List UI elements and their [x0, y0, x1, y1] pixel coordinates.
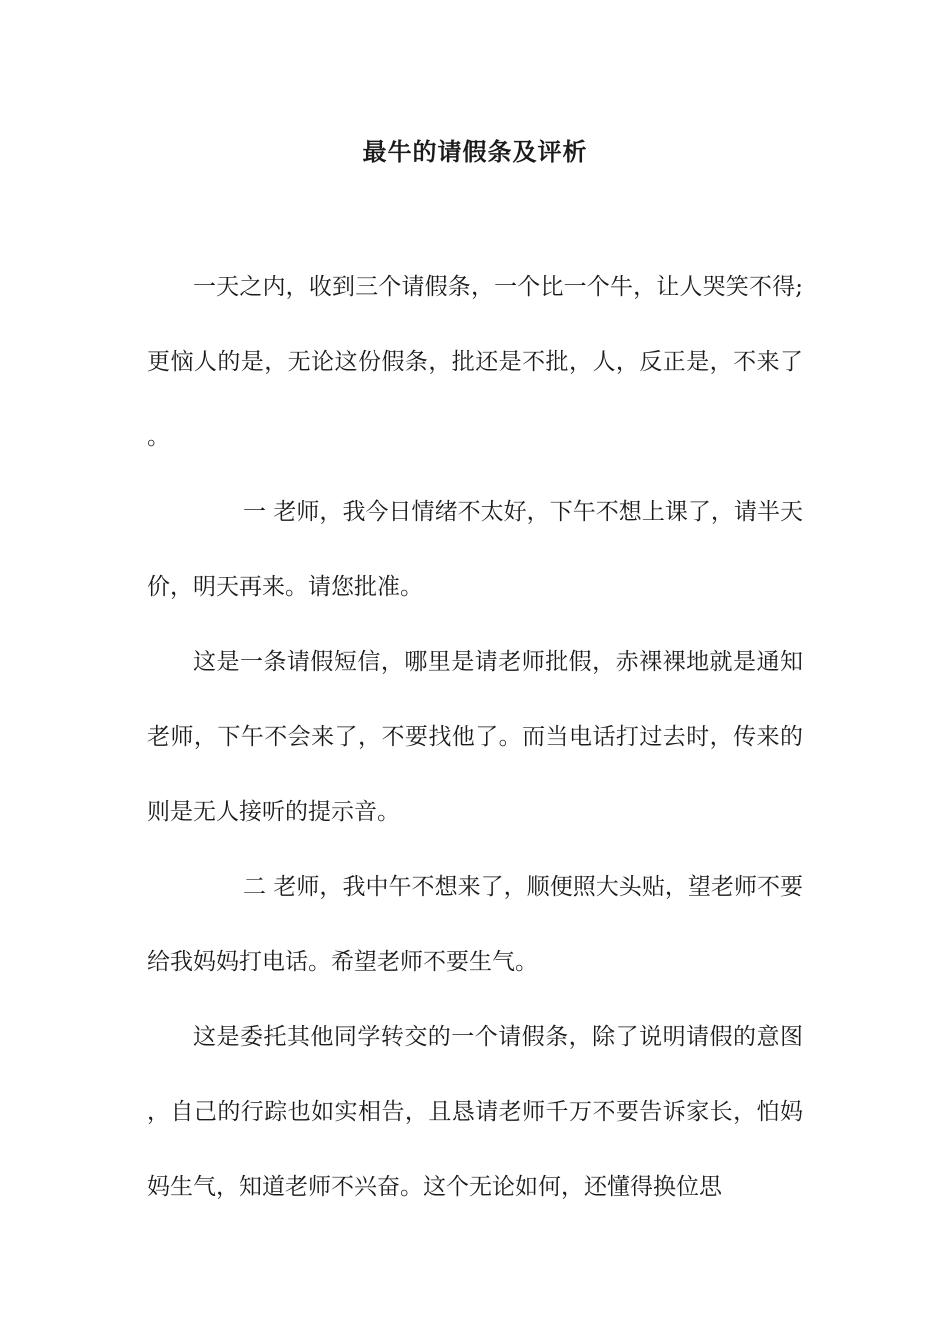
paragraph-note-two: 二 老师，我中午不想来了，顺便照大头贴，望老师不要给我妈妈打电话。希望老师不要生气。: [147, 874, 803, 975]
document-title: 最牛的请假条及评析: [362, 137, 588, 166]
paragraph-comment-two: 这是委托其他同学转交的一个请假条，除了说明请假的意图，自己的行踪也如实相告，且恳请老师千万不要告诉家长，怕妈妈生气，知道老师不兴奋。这个无论如何，还懂得换位思: [147, 1024, 803, 1200]
paragraph-note-one: 一 老师，我今日情绪不太好，下午不想上课了，请半天价，明天再来。请您批准。: [147, 499, 803, 600]
paragraph-intro: 一天之内，收到三个请假条，一个比一个牛，让人哭笑不得;更恼人的是，无论这份假条，批还是不批，人，反正是，不来了。: [147, 274, 803, 450]
document-body: [147, 250, 803, 1225]
paragraph-comment-one: 这是一条请假短信，哪里是请老师批假，赤裸裸地就是通知老师，下午不会来了，不要找他了。而当电话打过去时，传来的则是无人接听的提示音。: [147, 649, 803, 825]
